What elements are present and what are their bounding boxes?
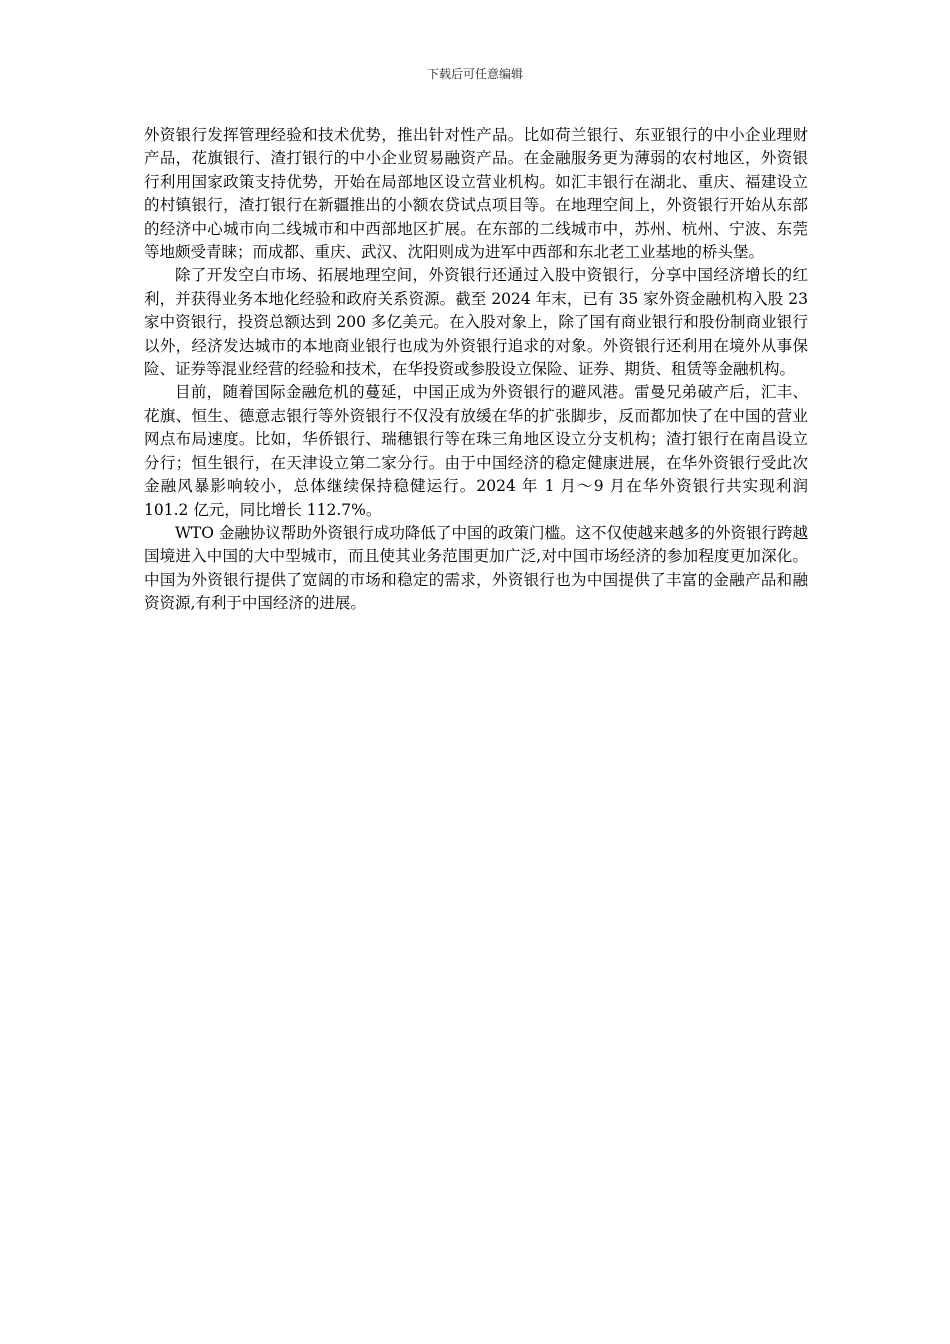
page-header: 下载后可任意编辑 [426, 67, 523, 81]
paragraph-1: 外资银行发挥管理经验和技术优势，推出针对性产品。比如荷兰银行、东亚银行的中小企业理财产品，花旗银行、渣打银行的中小企业贸易融资产品。在金融服务更为薄弱的农村地区，外资银行利用国家政策支持优势，开始在局部地区设立营业机构。如汇丰银行在湖北、重庆、福建设立的村镇银行，渣打银行在新疆推出的小额农贷试点项目等。在地理空间上，外资银行开始从东部的经济中心城市向二线城市和中西部地区扩展。在东部的二线城市中，苏州、杭州、宁波、东莞等地颇受青睐；而成都、重庆、武汉、沈阳则成为进军中西部和东北老工业基地的桥头堡。 [144, 126, 808, 262]
paragraph-2: 除了开发空白市场、拓展地理空间，外资银行还通过入股中资银行，分享中国经济增长的红利，并获得业务本地化经验和政府关系资源。截至 2024 年末，已有 35 家外资金融机构入股 23 家中资银行，投资总额达到 200 多亿美元。在入股对象上，除了国有商业银行和股份制商业银行以外，经济发达城市的本地商业银行也成为外资银行追求的对象。外资银行还利用在境外从事保险、证券等混业经营的经验和技术，在华投资或参股设立保险、证券、期货、租赁等金融机构。 [144, 266, 808, 379]
document-body [144, 124, 808, 616]
paragraph-4: WTO 金融协议帮助外资银行成功降低了中国的政策门槛。这不仅使越来越多的外资银行跨越国境进入中国的大中型城市，而且使其业务范围更加广泛,对中国市场经济的参加程度更加深化。中国为外资银行提供了宽阔的市场和稳定的需求，外资银行也为中国提供了丰富的金融产品和融资资源,有利于中国经济的进展。 [144, 523, 808, 613]
paragraph-3: 目前，随着国际金融危机的蔓延，中国正成为外资银行的避风港。雷曼兄弟破产后，汇丰、花旗、恒生、德意志银行等外资银行不仅没有放缓在华的扩张脚步，反而都加快了在中国的营业网点布局速度。比如，华侨银行、瑞穗银行等在珠三角地区设立分支机构；渣打银行在南昌设立分行；恒生银行，在天津设立第二家分行。由于中国经济的稳定健康进展，在华外资银行受此次金融风暴影响较小，总体继续保持稳健运行。2024 年 1 月～9 月在华外资银行共实现利润 101.2 亿元，同比增长 112.7%。 [144, 383, 808, 519]
